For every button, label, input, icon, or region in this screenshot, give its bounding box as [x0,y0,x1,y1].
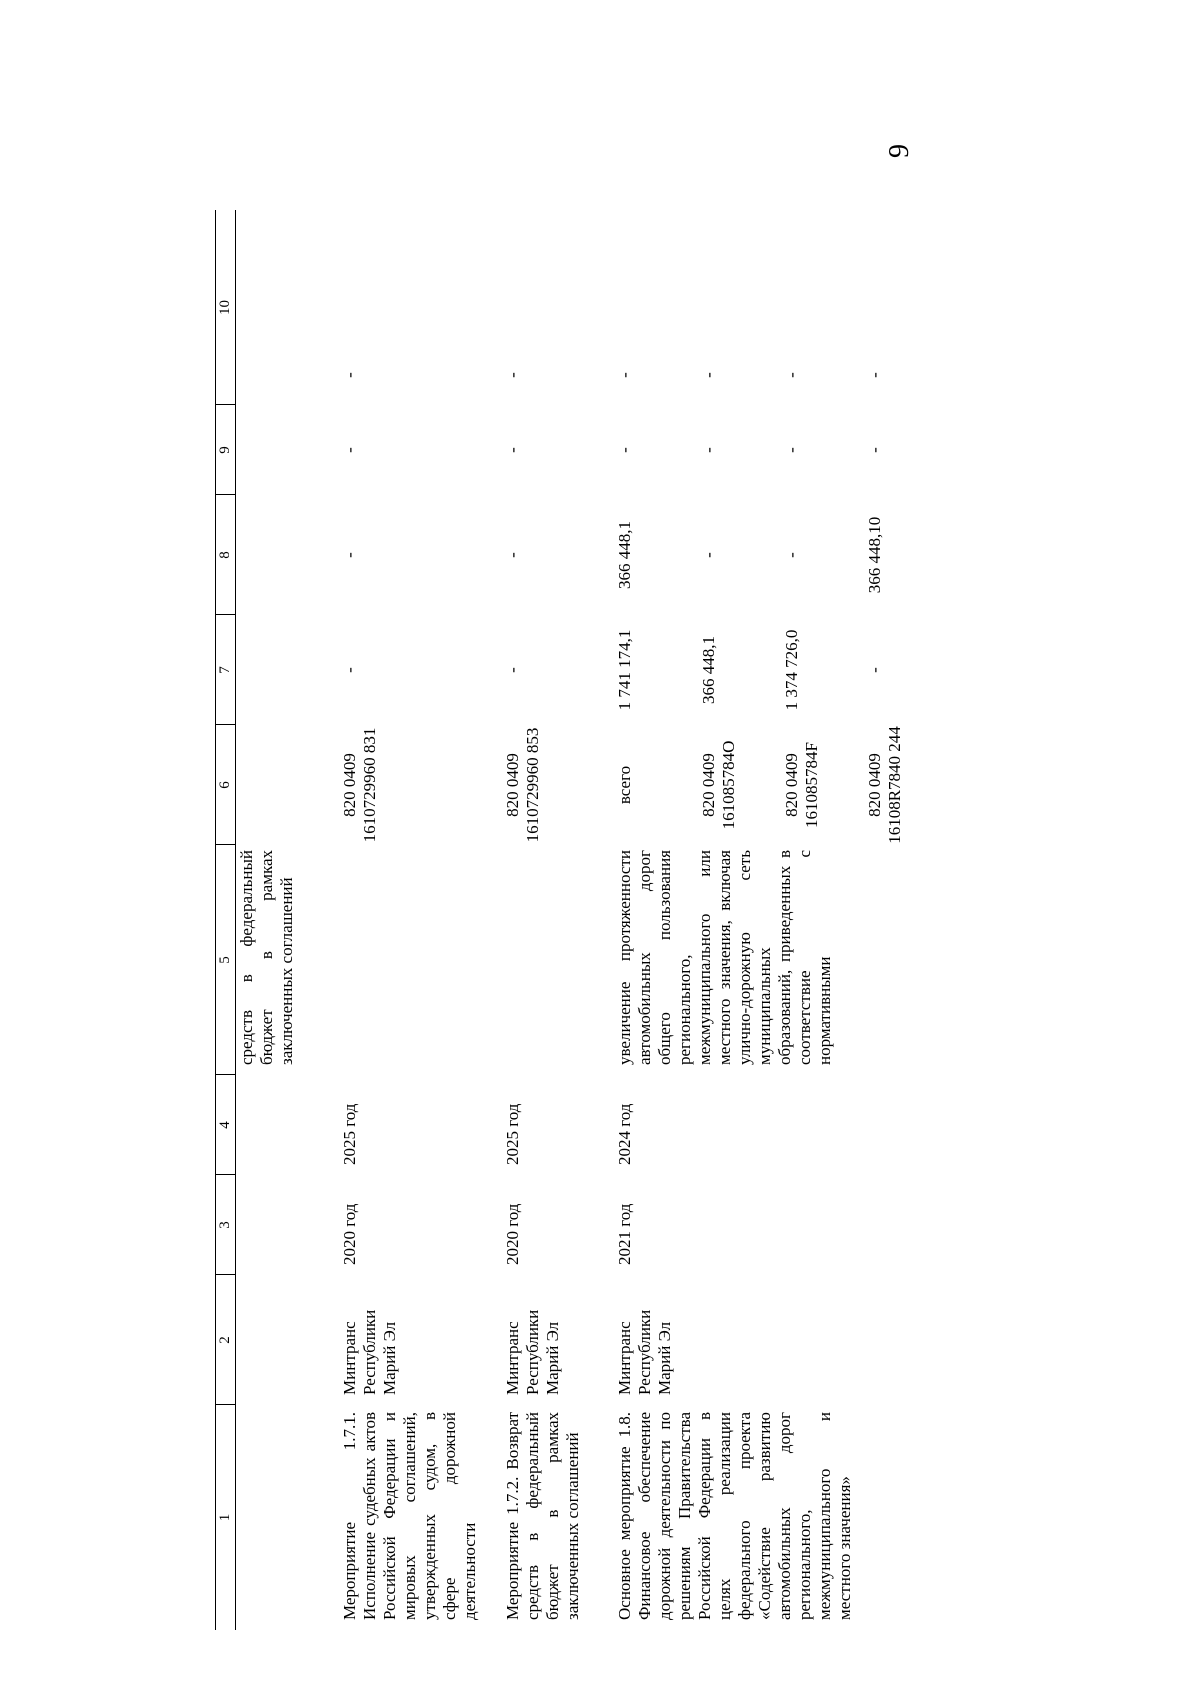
row3-sub2-col10: - [699,372,718,378]
row3-sub4-col8: 366 448,10 [865,516,884,594]
row3-sub3-col9: - [782,447,801,453]
row2-col4: 2025 год [503,1103,522,1165]
row3-col1: Основное мероприятие 1.8. Финансовое обеспечение дорожной деятельности по решениям Правительства Российской Федерации в целях реализации федерального проекта «Содействие развитию автомобильных дорог регионального, межмуниципального и местного значения» [615,1412,854,1620]
row2-col3: 2020 год [503,1203,522,1265]
row1-col2: Минтранс Республики Марий Эл [340,1309,399,1395]
row2-col2: Минтранс Республики Марий Эл [503,1309,562,1395]
header-col-5: 5 [217,956,233,964]
row3-sub4-col9: - [865,447,884,453]
header-col-8: 8 [217,551,233,559]
row3-sub2-col9: - [699,447,718,453]
row3-sub1-col8: 366 448,1 [615,521,634,589]
row3-sub1-col6: всего [615,765,634,805]
carryover-col5: средств в федеральный бюджет в рамках заключенных соглашений [237,850,296,1065]
row3-sub3-col7: 1 374 726,0 [782,629,801,711]
row3-sub3-col6: 820 0409 161085784F [782,742,821,828]
row2-col1: Мероприятие 1.7.2. Возврат средств в федеральный бюджет в рамках заключенных соглашений [503,1412,582,1620]
header-col-9: 9 [217,446,233,454]
row2-col8: - [503,552,522,558]
row1-col4: 2025 год [340,1103,359,1165]
row3-sub1-col7: 1 741 174,1 [615,629,634,711]
row3-sub4-col7: - [865,667,884,673]
row3-sub3-col10: - [782,372,801,378]
row3-sub4-col10: - [865,372,884,378]
header-col-2: 2 [217,1336,233,1344]
header-col-10: 10 [217,300,233,315]
header-col-3: 3 [217,1221,233,1229]
row3-col2: Минтранс Республики Марий Эл [615,1309,674,1395]
row2-col6: 820 0409 1610729960 853 [503,727,542,843]
header-col-6: 6 [217,781,233,789]
row3-sub4-col6: 820 0409 16108R7840 244 [865,726,904,844]
header-bottom-rule [235,210,236,1630]
row3-sub3-col8: - [782,552,801,558]
row3-sub2-col8: - [699,552,718,558]
row2-col9: - [503,447,522,453]
row3-sub1-col10: - [615,372,634,378]
row3-col3: 2021 год [615,1203,634,1265]
row1-col6: 820 0409 1610729960 831 [340,727,379,843]
row2-col7: - [503,667,522,673]
row1-col10: - [340,372,359,378]
header-col-4: 4 [217,1121,233,1129]
row2-col10: - [503,372,522,378]
row3-sub2-col7: 366 448,1 [699,636,718,704]
row3-col5: увеличение протяженности автомобильных дорог общего пользования регионального, межмуниципального или местного значения, включая улично-дорожную сеть муниципальных образований, приведенных в соответствие с нормативными [615,850,834,1065]
row1-col8: - [340,552,359,558]
row3-col4: 2024 год [615,1103,634,1165]
header-col-7: 7 [217,666,233,674]
page-number: 9 [884,144,915,158]
row3-sub2-col6: 820 0409 161085784О [699,740,738,830]
row1-col3: 2020 год [340,1203,359,1265]
row1-col9: - [340,447,359,453]
row1-col1: Мероприятие 1.7.1. Исполнение судебных актов Российской Федерации и мировых соглашений, утвержденных судом, в сфере дорожной деятельности [340,1412,479,1620]
row3-sub1-col9: - [615,447,634,453]
row1-col7: - [340,667,359,673]
header-col-1: 1 [217,1513,233,1522]
rotated-table [215,210,985,1630]
